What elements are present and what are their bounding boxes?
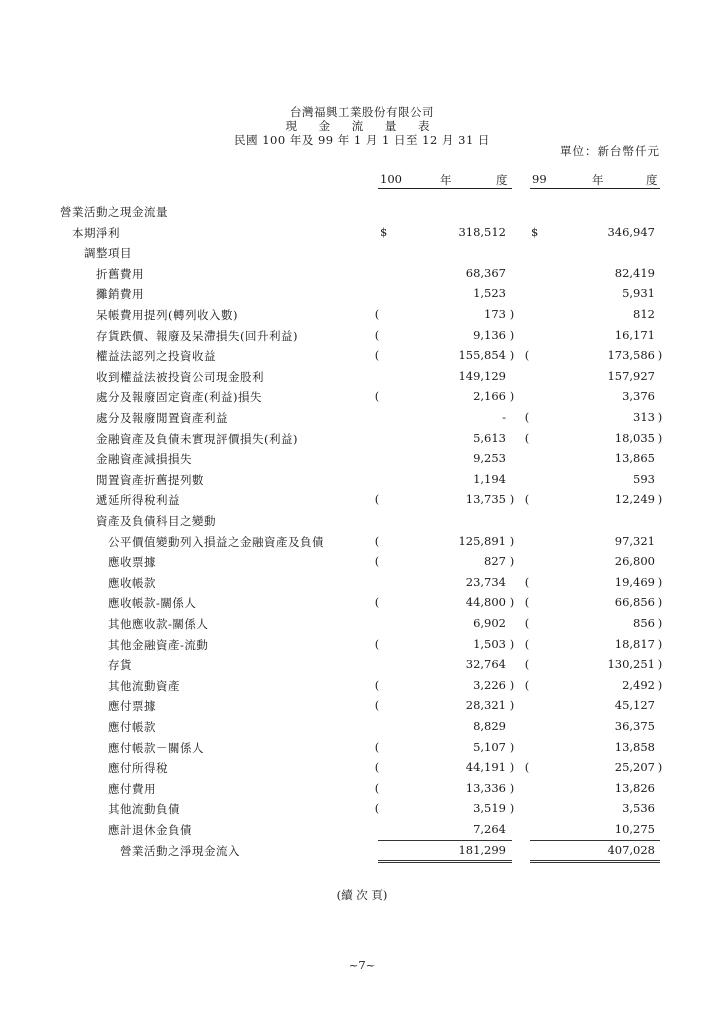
open-paren-100: ( — [374, 636, 380, 651]
table-row — [0, 431, 724, 451]
value-100: 13,735 — [465, 492, 506, 507]
continued-note: (續 次 頁) — [336, 888, 388, 902]
close-paren-100: ) — [509, 389, 515, 404]
row-label: 攤銷費用 — [96, 287, 144, 302]
value-100: 7,264 — [473, 822, 506, 836]
close-paren-99: ) — [657, 430, 663, 445]
row-label: 應付費用 — [108, 781, 156, 796]
value-99: 593 — [633, 471, 655, 486]
value-99: 812 — [633, 307, 655, 321]
value-99: 157,927 — [607, 368, 655, 383]
close-paren-100: ) — [509, 307, 515, 321]
table-row — [0, 760, 724, 780]
open-paren-100: ( — [374, 348, 380, 363]
row-label: 應付帳款－關係人 — [108, 740, 204, 755]
value-100: 9,136 — [473, 327, 506, 342]
total-rule-99 — [530, 840, 660, 841]
column-year-100: 100 — [380, 172, 402, 186]
row-label: 處分及報廢固定資產(利益)損失 — [96, 390, 262, 405]
value-99: 18,035 — [614, 430, 655, 445]
table-row — [0, 307, 724, 327]
open-paren-99: ( — [524, 595, 530, 610]
close-paren-99: ) — [657, 492, 663, 507]
currency-sign-100: $ — [380, 224, 388, 239]
value-99: 25,207 — [614, 760, 655, 775]
column-underline-99 — [530, 188, 660, 189]
open-paren-100: ( — [374, 780, 380, 795]
value-100: 155,854 — [458, 348, 506, 363]
value-99: 173,586 — [607, 348, 655, 363]
close-paren-99: ) — [657, 677, 663, 692]
close-paren-99: ) — [657, 616, 663, 630]
close-paren-100: ) — [509, 801, 515, 816]
value-100: 32,764 — [465, 657, 506, 672]
close-paren-100: ) — [509, 698, 515, 713]
open-paren-100: ( — [374, 698, 380, 713]
value-99: 346,947 — [607, 224, 655, 239]
row-label: 應收票據 — [108, 555, 156, 570]
row-label: 其他流動負債 — [108, 802, 180, 817]
value-99: 2,492 — [622, 677, 655, 692]
close-paren-100: ) — [509, 739, 515, 754]
close-paren-100: ) — [509, 677, 515, 692]
open-paren-99: ( — [524, 760, 530, 775]
table-row — [0, 595, 724, 615]
value-100: 1,503 — [473, 636, 506, 651]
row-label: 遞延所得稅利益 — [96, 493, 180, 508]
value-100: 8,829 — [473, 719, 506, 733]
open-paren-99: ( — [524, 492, 530, 507]
column-year-99: 99 — [532, 172, 547, 186]
table-row — [0, 554, 724, 574]
value-100: 181,299 — [458, 842, 506, 857]
value-100: 827 — [484, 554, 506, 569]
close-paren-99: ) — [657, 348, 663, 363]
value-99: 45,127 — [614, 698, 655, 713]
open-paren-99: ( — [524, 410, 530, 424]
open-paren-99: ( — [524, 574, 530, 589]
statement-title: 現 金 流 量 表 — [285, 119, 439, 133]
open-paren-100: ( — [374, 595, 380, 610]
value-99: 130,251 — [607, 657, 655, 672]
open-paren-100: ( — [374, 760, 380, 775]
table-row — [0, 781, 724, 801]
open-paren-99: ( — [524, 677, 530, 692]
total-double-rule-100-b — [378, 862, 512, 863]
value-99: 13,858 — [614, 739, 655, 754]
table-row — [0, 266, 724, 286]
open-paren-100: ( — [374, 554, 380, 569]
row-label: 閒置資產折舊提列數 — [96, 472, 204, 487]
value-100: 125,891 — [458, 533, 506, 548]
table-row — [0, 740, 724, 760]
value-99: 13,826 — [614, 780, 655, 795]
table-row — [0, 801, 724, 821]
close-paren-99: ) — [657, 760, 663, 775]
value-99: 36,375 — [614, 719, 655, 733]
table-row — [0, 616, 724, 636]
row-label: 存貨 — [108, 658, 132, 673]
table-row — [0, 657, 724, 677]
close-paren-99: ) — [657, 657, 663, 672]
row-label: 存貨跌價、報廢及呆滯損失(回升利益) — [96, 328, 298, 343]
value-100: 149,129 — [458, 368, 506, 383]
table-row — [0, 328, 724, 348]
value-100: 13,336 — [465, 780, 506, 795]
open-paren-100: ( — [374, 307, 380, 321]
open-paren-99: ( — [524, 636, 530, 651]
open-paren-100: ( — [374, 533, 380, 548]
open-paren-100: ( — [374, 492, 380, 507]
page-number: ~7~ — [348, 958, 376, 972]
row-label: 其他流動資產 — [108, 678, 180, 693]
value-100: 44,800 — [465, 595, 506, 610]
value-100: 9,253 — [473, 451, 506, 466]
total-double-rule-99-b — [530, 862, 660, 863]
table-row — [0, 204, 724, 224]
row-label: 金融資產及負債未實現評價損失(利益) — [96, 431, 298, 446]
value-99: 16,171 — [614, 327, 655, 342]
table-row — [0, 389, 724, 409]
value-100: 5,107 — [473, 739, 506, 754]
row-label: 公平價值變動列入損益之金融資產及負債 — [108, 534, 324, 549]
close-paren-99: ) — [657, 410, 663, 424]
row-label: 金融資產減損損失 — [96, 452, 192, 467]
open-paren-99: ( — [524, 616, 530, 630]
table-row — [0, 492, 724, 512]
row-label: 應收帳款-關係人 — [108, 596, 197, 611]
value-100: 3,226 — [473, 677, 506, 692]
open-paren-99: ( — [524, 657, 530, 672]
row-label: 其他應收款-關係人 — [108, 617, 209, 631]
value-99: 5,931 — [622, 286, 655, 301]
column-underline-100 — [378, 188, 512, 189]
row-label: 調整項目 — [84, 246, 132, 261]
value-99: 12,249 — [614, 492, 655, 507]
row-label: 本期淨利 — [72, 225, 120, 240]
value-99: 3,536 — [622, 801, 655, 816]
open-paren-100: ( — [374, 327, 380, 342]
value-99: 19,469 — [614, 574, 655, 589]
row-label: 處分及報廢閒置資產利益 — [96, 411, 228, 425]
value-99: 856 — [633, 616, 655, 630]
table-row — [0, 369, 724, 389]
value-99: 66,856 — [614, 595, 655, 610]
total-rule-100 — [378, 840, 512, 841]
table-row — [0, 698, 724, 718]
close-paren-100: ) — [509, 533, 515, 548]
value-100: - — [502, 410, 506, 424]
close-paren-100: ) — [509, 636, 515, 651]
close-paren-100: ) — [509, 492, 515, 507]
close-paren-99: ) — [657, 595, 663, 610]
row-label: 呆帳費用提列(轉列收入數) — [96, 308, 238, 322]
value-100: 28,321 — [465, 698, 506, 713]
table-row — [0, 719, 724, 739]
open-paren-100: ( — [374, 389, 380, 404]
column-nian-99: 年 — [592, 173, 604, 187]
value-99: 407,028 — [607, 842, 655, 857]
table-row — [0, 286, 724, 306]
company-name: 台灣福興工業股份有限公司 — [290, 105, 434, 119]
close-paren-99: ) — [657, 574, 663, 589]
statement-period: 民國 100 年及 99 年 1 月 1 日至 12 月 31 日 — [234, 133, 490, 147]
value-99: 313 — [633, 410, 655, 424]
value-100: 2,166 — [473, 389, 506, 404]
total-double-rule-99-a — [530, 860, 660, 861]
value-100: 6,902 — [473, 616, 506, 630]
value-100: 23,734 — [465, 574, 506, 589]
table-row — [0, 575, 724, 595]
value-99: 97,321 — [614, 533, 655, 548]
column-nian-100: 年 — [440, 173, 452, 187]
value-99: 13,865 — [614, 451, 655, 466]
close-paren-100: ) — [509, 327, 515, 342]
row-label: 資產及負債科目之變動 — [96, 514, 216, 528]
close-paren-100: ) — [509, 780, 515, 795]
total-double-rule-100-a — [378, 860, 512, 861]
table-row — [0, 822, 724, 842]
row-label: 應付帳款 — [108, 720, 156, 734]
row-label: 其他金融資產-流動 — [108, 637, 209, 652]
close-paren-99: ) — [657, 636, 663, 651]
value-99: 10,275 — [614, 822, 655, 836]
open-paren-100: ( — [374, 739, 380, 754]
value-100: 1,194 — [473, 471, 506, 486]
value-100: 173 — [484, 307, 506, 321]
value-99: 3,376 — [622, 389, 655, 404]
value-100: 1,523 — [473, 286, 506, 301]
value-99: 82,419 — [614, 265, 655, 280]
currency-unit: 單位：新台幣仟元 — [560, 144, 660, 158]
table-row — [0, 472, 724, 492]
value-100: 44,191 — [465, 760, 506, 775]
value-100: 3,519 — [473, 801, 506, 816]
value-100: 5,613 — [473, 430, 506, 445]
table-row — [0, 410, 724, 430]
table-row — [0, 637, 724, 657]
open-paren-100: ( — [374, 801, 380, 816]
table-row — [0, 534, 724, 554]
value-100: 318,512 — [458, 224, 506, 239]
table-row — [0, 678, 724, 698]
row-label: 應收帳款 — [108, 575, 156, 590]
row-label: 應計退休金負債 — [108, 823, 192, 837]
close-paren-100: ) — [509, 595, 515, 610]
row-label: 折舊費用 — [96, 266, 144, 281]
row-label: 營業活動之淨現金流入 — [120, 843, 240, 858]
value-99: 18,817 — [614, 636, 655, 651]
column-du-100: 度 — [496, 173, 508, 187]
close-paren-100: ) — [509, 348, 515, 363]
open-paren-99: ( — [524, 430, 530, 445]
column-header-100 — [378, 172, 512, 186]
row-label: 權益法認列之投資收益 — [96, 349, 216, 364]
value-100: 68,367 — [465, 265, 506, 280]
table-row — [0, 245, 724, 265]
table-row — [0, 225, 724, 245]
open-paren-99: ( — [524, 348, 530, 363]
column-du-99: 度 — [646, 173, 658, 187]
open-paren-100: ( — [374, 677, 380, 692]
row-label: 營業活動之現金流量 — [60, 205, 168, 219]
currency-sign-99: $ — [531, 224, 539, 239]
table-row — [0, 451, 724, 471]
row-label: 應付票據 — [108, 699, 156, 714]
table-row — [0, 348, 724, 368]
table-row — [0, 513, 724, 533]
close-paren-100: ) — [509, 554, 515, 569]
column-header-99 — [530, 172, 660, 186]
row-label: 收到權益法被投資公司現金股利 — [96, 369, 264, 384]
close-paren-100: ) — [509, 760, 515, 775]
value-99: 26,800 — [614, 554, 655, 569]
row-label: 應付所得稅 — [108, 761, 168, 776]
